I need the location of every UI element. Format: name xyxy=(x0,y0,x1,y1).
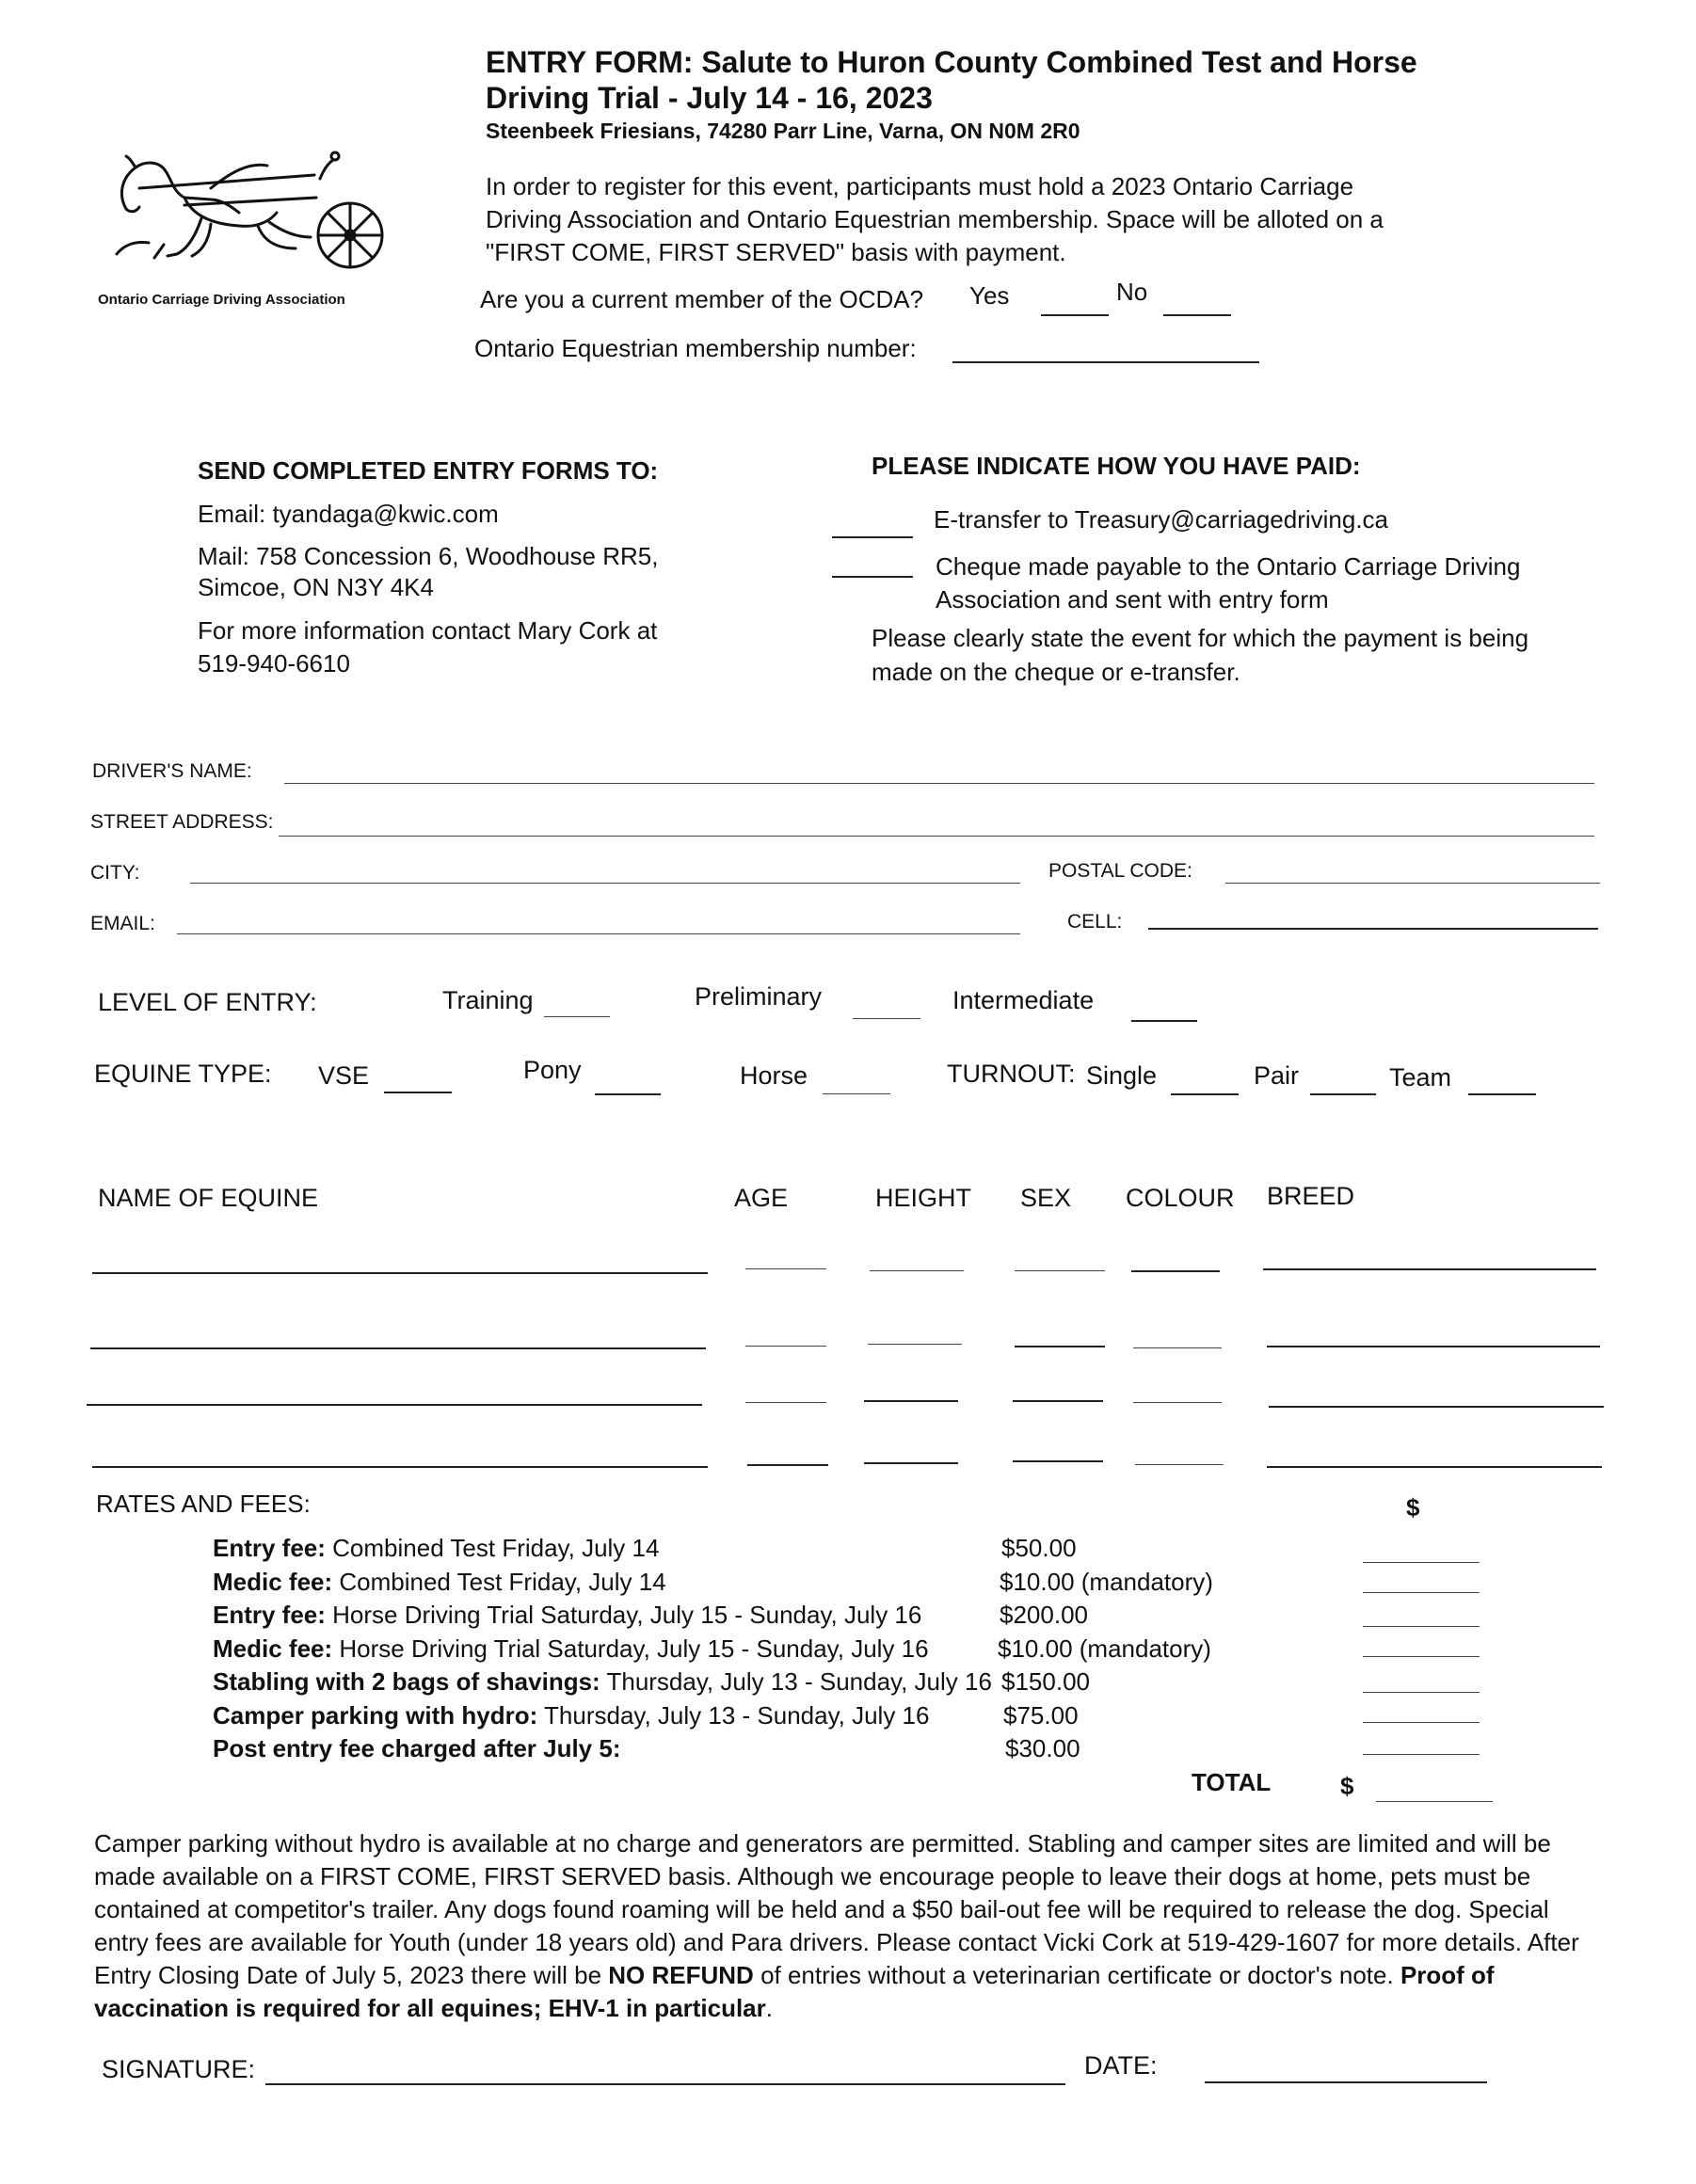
email-field[interactable] xyxy=(177,933,1020,934)
fee-item-amount: $150.00 xyxy=(1001,1667,1090,1696)
equine-row3-name-field[interactable] xyxy=(87,1404,702,1406)
street-address-field[interactable] xyxy=(279,836,1594,837)
equine-row1-colour-field[interactable] xyxy=(1131,1270,1220,1272)
horse-carriage-logo-icon xyxy=(98,151,408,273)
footer-no-refund: NO REFUND xyxy=(608,1961,754,1989)
equine-row3-age-field[interactable] xyxy=(745,1402,826,1403)
payment-note-line2: made on the cheque or e-transfer. xyxy=(872,658,1240,686)
send-email: Email: tyandaga@kwic.com xyxy=(198,500,499,528)
fee-item-type: Entry fee: xyxy=(213,1601,326,1629)
total-field[interactable] xyxy=(1376,1801,1493,1802)
equine-row2-height-field[interactable] xyxy=(868,1344,962,1345)
fee-item-description xyxy=(213,1732,620,1765)
turnout-label: TURNOUT: xyxy=(947,1060,1076,1088)
fee-item-type: Medic fee: xyxy=(213,1567,333,1596)
intro-line1: In order to register for this event, participants must hold a 2023 Ontario Carriage xyxy=(486,172,1354,200)
fee-item-description xyxy=(213,1633,929,1666)
postal-code-field[interactable] xyxy=(1225,883,1600,884)
ocda-yes-label: Yes xyxy=(969,281,1010,310)
fee-item-amount-field[interactable] xyxy=(1363,1656,1480,1657)
equine-type-label: EQUINE TYPE: xyxy=(94,1060,272,1088)
total-label: TOTAL xyxy=(1192,1768,1272,1796)
turnout-single-label: Single xyxy=(1086,1061,1158,1090)
turnout-team-field[interactable] xyxy=(1468,1093,1536,1095)
fee-item-dates: Combined Test Friday, July 14 xyxy=(332,1567,666,1596)
payment-etransfer: E-transfer to Treasury@carriagedriving.ca xyxy=(934,505,1389,534)
level-label: LEVEL OF ENTRY: xyxy=(98,988,317,1016)
payment-cheque-line1: Cheque made payable to the Ontario Carriage Driving xyxy=(936,552,1521,581)
event-address: Steenbeek Friesians, 74280 Parr Line, Varna, ON N0M 2R0 xyxy=(486,119,1080,143)
driver-name-label: DRIVER'S NAME: xyxy=(92,760,252,782)
signature-field[interactable] xyxy=(265,2083,1065,2085)
equine-row1-age-field[interactable] xyxy=(745,1268,826,1269)
ocda-no-label: No xyxy=(1116,278,1148,306)
ocda-logo xyxy=(98,151,408,308)
footer-text-end: . xyxy=(765,1994,773,2022)
equine-row1-name-field[interactable] xyxy=(92,1272,708,1274)
fee-item-description xyxy=(213,1666,992,1698)
level-training-field[interactable] xyxy=(544,1016,610,1017)
turnout-single-field[interactable] xyxy=(1171,1093,1239,1095)
fee-item-dates: Combined Test Friday, July 14 xyxy=(325,1534,660,1562)
equine-row4-height-field[interactable] xyxy=(864,1462,958,1464)
send-info-line1: For more information contact Mary Cork at xyxy=(198,616,658,645)
level-intermediate-label: Intermediate xyxy=(952,986,1095,1014)
cell-label: CELL: xyxy=(1067,911,1123,933)
postal-code-label: POSTAL CODE: xyxy=(1048,860,1192,882)
date-label: DATE: xyxy=(1084,2051,1158,2080)
table-header-breed: BREED xyxy=(1267,1182,1355,1210)
fee-item-type: Camper parking with hydro: xyxy=(213,1700,538,1730)
equine-vse-field[interactable] xyxy=(384,1092,452,1093)
equine-pony-label: Pony xyxy=(523,1056,582,1084)
equine-row3-height-field[interactable] xyxy=(864,1400,958,1402)
date-field[interactable] xyxy=(1205,2081,1487,2083)
fee-item-amount: $200.00 xyxy=(1000,1601,1088,1629)
equine-row2-colour-field[interactable] xyxy=(1133,1347,1222,1348)
driver-name-field[interactable] xyxy=(284,783,1594,784)
cheque-checkbox-field[interactable] xyxy=(832,576,913,578)
rates-fees-label: RATES AND FEES: xyxy=(96,1490,311,1518)
signature-label: SIGNATURE: xyxy=(102,2055,256,2083)
send-heading: SEND COMPLETED ENTRY FORMS TO: xyxy=(198,456,659,485)
fee-item-amount: $10.00 (mandatory) xyxy=(1000,1567,1213,1596)
table-header-colour: COLOUR xyxy=(1126,1184,1235,1212)
payment-cheque-line2: Association and sent with entry form xyxy=(936,585,1329,614)
fee-item-dates: Thursday, July 13 - Sunday, July 16 xyxy=(537,1700,930,1730)
equine-row4-colour-field[interactable] xyxy=(1135,1464,1224,1465)
fee-item-amount-field[interactable] xyxy=(1363,1626,1480,1627)
equine-row2-breed-field[interactable] xyxy=(1267,1346,1600,1347)
equine-row1-breed-field[interactable] xyxy=(1263,1268,1596,1270)
equine-row4-breed-field[interactable] xyxy=(1267,1466,1602,1468)
footer-vaccination-note: Proof of vaccination is required for all equines; EHV-1 in particular xyxy=(94,1961,1495,2022)
send-info-line2: 519-940-6610 xyxy=(198,649,350,678)
form-title-line1: ENTRY FORM: Salute to Huron County Combined Test and Horse xyxy=(486,45,1417,79)
equine-horse-field[interactable] xyxy=(823,1093,890,1094)
turnout-pair-label: Pair xyxy=(1254,1061,1300,1090)
fee-item-amount-field[interactable] xyxy=(1363,1692,1480,1693)
equine-row4-sex-field[interactable] xyxy=(1013,1460,1103,1462)
fee-item-amount-field[interactable] xyxy=(1363,1562,1480,1563)
oe-membership-field[interactable] xyxy=(952,361,1259,363)
logo-org-name: Ontario Carriage Driving Association xyxy=(98,292,345,308)
send-mail-line2: Simcoe, ON N3Y 4K4 xyxy=(198,573,434,601)
fees-dollar-header: $ xyxy=(1406,1493,1420,1522)
equine-row3-sex-field[interactable] xyxy=(1013,1400,1103,1402)
fee-item-amount: $75.00 xyxy=(1003,1700,1079,1730)
fee-item-dates: Horse Driving Trial Saturday, July 15 - Sunday, July 16 xyxy=(332,1634,929,1663)
equine-row1-sex-field[interactable] xyxy=(1015,1270,1105,1271)
ocda-no-field[interactable] xyxy=(1163,314,1231,316)
table-header-sex: SEX xyxy=(1020,1184,1072,1212)
intro-line2: Driving Association and Ontario Equestrian membership. Space will be alloted on a xyxy=(486,205,1384,233)
fee-item-dates: Thursday, July 13 - Sunday, July 16 xyxy=(600,1667,992,1696)
equine-vse-label: VSE xyxy=(318,1061,370,1090)
total-dollar: $ xyxy=(1340,1772,1354,1800)
equine-row1-height-field[interactable] xyxy=(870,1270,964,1271)
equine-pony-field[interactable] xyxy=(595,1093,661,1095)
equine-row3-colour-field[interactable] xyxy=(1133,1402,1222,1403)
footer-text-part2: of entries without a veterinarian certificate or doctor's note. xyxy=(753,1961,1400,1989)
form-title-line2: Driving Trial - July 14 - 16, 2023 xyxy=(486,81,933,115)
payment-note-line1: Please clearly state the event for which the payment is being xyxy=(872,624,1529,652)
table-header-height: HEIGHT xyxy=(875,1184,972,1212)
payment-heading: PLEASE INDICATE HOW YOU HAVE PAID: xyxy=(872,452,1361,480)
send-mail-line1: Mail: 758 Concession 6, Woodhouse RR5, xyxy=(198,542,659,570)
equine-row2-age-field[interactable] xyxy=(745,1346,826,1347)
fee-item-description xyxy=(213,1566,666,1599)
fee-item-amount: $10.00 (mandatory) xyxy=(998,1634,1211,1663)
level-preliminary-label: Preliminary xyxy=(695,982,823,1011)
level-intermediate-field[interactable] xyxy=(1131,1020,1197,1022)
turnout-team-label: Team xyxy=(1389,1063,1452,1092)
fee-item-type: Entry fee: xyxy=(213,1534,326,1562)
fee-item-amount-field[interactable] xyxy=(1363,1754,1480,1755)
level-training-label: Training xyxy=(442,986,534,1014)
ocda-question: Are you a current member of the OCDA? xyxy=(480,285,924,313)
fee-item-type: Stabling with 2 bags of shavings: xyxy=(213,1667,600,1696)
equine-horse-label: Horse xyxy=(740,1061,808,1090)
intro-line3: "FIRST COME, FIRST SERVED" basis with payment. xyxy=(486,238,1066,266)
fee-item-type: Post entry fee charged after July 5: xyxy=(213,1734,621,1762)
fee-item-description xyxy=(213,1532,659,1565)
fee-item-amount: $30.00 xyxy=(1005,1734,1080,1762)
equine-row2-sex-field[interactable] xyxy=(1015,1346,1105,1347)
fee-item-description xyxy=(213,1699,929,1732)
fee-item-amount-field[interactable] xyxy=(1363,1722,1480,1723)
turnout-pair-field[interactable] xyxy=(1310,1093,1376,1095)
etransfer-checkbox-field[interactable] xyxy=(832,536,913,538)
fee-item-amount-field[interactable] xyxy=(1363,1592,1480,1593)
table-header-age: AGE xyxy=(734,1184,789,1212)
fee-item-type: Medic fee: xyxy=(213,1634,333,1663)
fee-item-dates: Horse Driving Trial Saturday, July 15 - Sunday, July 16 xyxy=(325,1601,922,1629)
oe-membership-label: Ontario Equestrian membership number: xyxy=(474,334,917,362)
equine-row4-age-field[interactable] xyxy=(747,1464,828,1466)
equine-row2-name-field[interactable] xyxy=(90,1347,706,1349)
cell-field[interactable] xyxy=(1148,928,1598,930)
equine-row3-breed-field[interactable] xyxy=(1269,1406,1604,1408)
street-address-label: STREET ADDRESS: xyxy=(90,811,274,833)
fee-item-amount: $50.00 xyxy=(1001,1534,1077,1562)
city-label: CITY: xyxy=(90,862,140,884)
level-preliminary-field[interactable] xyxy=(853,1018,920,1019)
fee-item-description xyxy=(213,1599,921,1632)
equine-row4-name-field[interactable] xyxy=(92,1466,708,1468)
email-label: EMAIL: xyxy=(90,913,155,934)
ocda-yes-field[interactable] xyxy=(1041,314,1109,316)
footer-paragraph xyxy=(94,1827,1604,2025)
table-header-name: NAME OF EQUINE xyxy=(98,1184,319,1212)
city-field[interactable] xyxy=(190,883,1020,884)
footer-text-part1: Camper parking without hydro is available at no charge and generators are permitted. Stabling and camper sites are limited and will be made available on a FIRST COME, FIRST SERVED basis. Although we encourage people to leave their dogs at home, pets must be contained at competitor's trailer. Any dogs found roaming will be held and a $50 bail-out fee will be required to release the dog. Special entry fees are available for Youth (under 18 years old) and Para drivers. Please contact Vicki Cork at 519-429-1607 for more details. After Entry Closing Date of July 5, 2023 there will be xyxy=(94,1829,1579,1989)
